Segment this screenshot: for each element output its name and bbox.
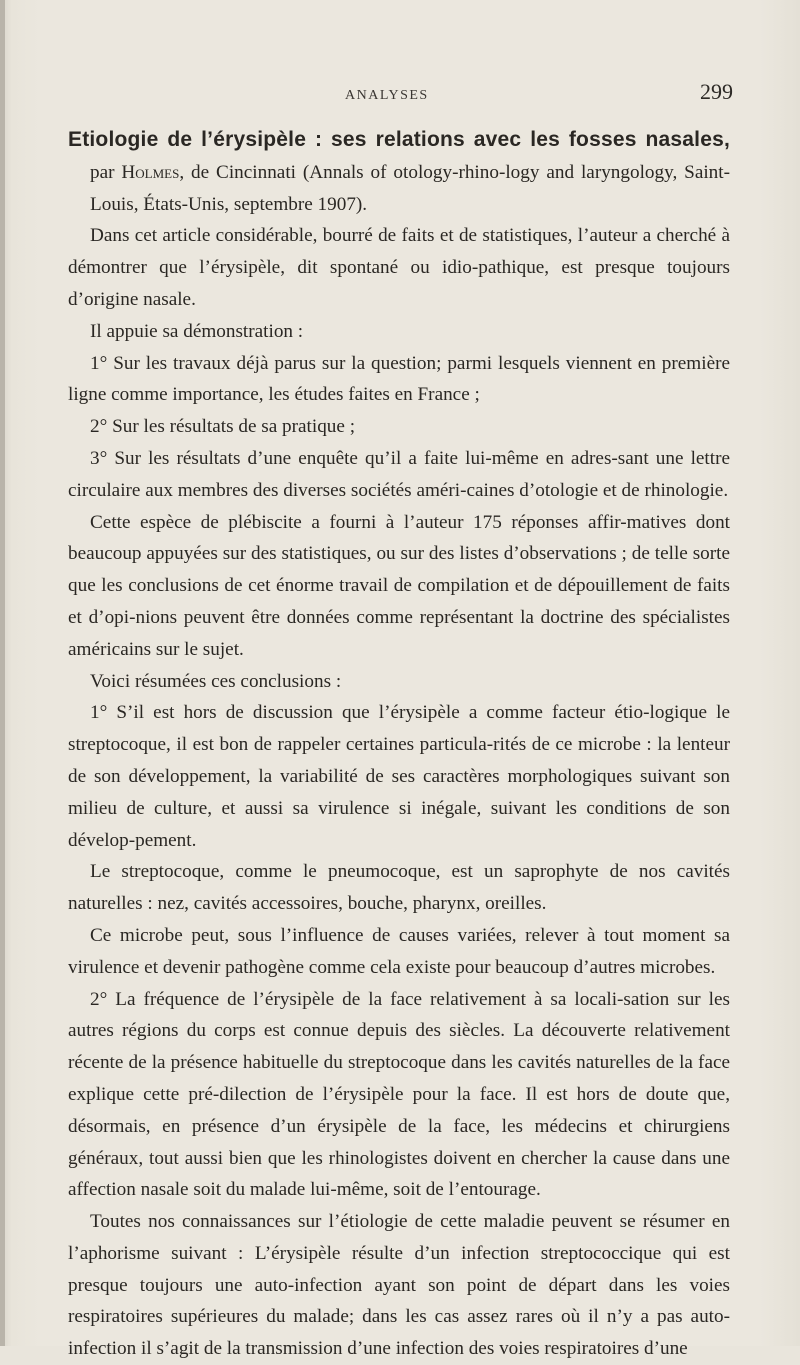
article-title-rest: , de Cincinnati (Annals of otology-rhino-logy and laryngology, Saint-Louis, États-Unis, septembre 1907). — [90, 161, 730, 215]
article-title-bold: Etiologie de l’érysipèle : ses relations avec les fosses nasales, — [68, 128, 730, 151]
paragraph: Cette espèce de plébiscite a fourni à l’auteur 175 réponses affir-matives dont beaucoup appuyées sur des statistiques, ou sur des listes d’observations ; de telle sorte que les conclusions de cet énorme travail de compilation et de dépouillement de faits et d’opi-nions peuvent être données comme représentant la doctrine des spécialistes américains sur le sujet. — [68, 511, 730, 660]
page-binding-edge — [0, 0, 5, 1346]
paragraph: Dans cet article considérable, bourré de faits et de statistiques, l’auteur a cherché à démontrer que l’érysipèle, dit spontané ou idio-pathique, est presque toujours d’origine nasale. — [68, 225, 730, 310]
article-author: Holmes — [121, 161, 180, 183]
paragraph: Ce microbe peut, sous l’influence de causes variées, relever à tout moment sa virulence et devenir pathogène comme cela existe pour beaucoup d’autres microbes. — [68, 924, 730, 978]
paragraph: Il appuie sa démonstration : — [90, 320, 304, 342]
paragraph: 2° Sur les résultats de sa pratique ; — [90, 416, 356, 438]
running-head: ANALYSES — [345, 88, 429, 103]
page-header — [0, 79, 800, 115]
paragraph: Le streptocoque, comme le pneumocoque, est un saprophyte de nos cavités naturelles : nez, cavités accessoires, bouche, pharynx, oreilles. — [68, 861, 730, 915]
page-number: 299 — [700, 79, 733, 104]
article-body — [68, 124, 730, 1365]
paragraph: 3° Sur les résultats d’une enquête qu’il a faite lui-même en adres-sant une lettre circulaire aux membres des diverses sociétés améri-caines d’otologie et de rhinologie. — [68, 447, 730, 501]
article-title — [68, 124, 730, 220]
paragraph: Toutes nos connaissances sur l’étiologie de cette maladie peuvent se résumer en l’aphorisme suivant : L’érysipèle résulte d’un infection streptococcique qui est presque toujours une auto-infection ayant son point de départ dans les voies respiratoires supérieures du malade; dans les cas assez rares où il n’y a pas auto-infection il s’agit de la transmission d’une infection des voies respiratoires d’une — [68, 1211, 730, 1360]
paragraph: Voici résumées ces conclusions : — [90, 670, 342, 692]
paragraph: 2° La fréquence de l’érysipèle de la face relativement à sa locali-sation sur les autres régions du corps est connue depuis des siècles. La découverte relativement récente de la présence habituelle du streptocoque dans les cavités naturelles de la face explique cette pré-dilection de l’érysipèle pour la face. Il est hors de doute que, désormais, en présence d’un érysipèle de la face, les médecins et chirurgiens généraux, tout aussi bien que les rhinologistes doivent en chercher la cause dans une affection nasale soit du malade lui-même, soit de l’entourage. — [68, 988, 730, 1201]
paragraph: 1° S’il est hors de discussion que l’érysipèle a comme facteur étio-logique le streptocoque, il est bon de rappeler certaines particula-rités de ce microbe : la lenteur de son développement, la variabilité de ses caractères morphologiques suivant son milieu de culture, et aussi sa virulence si inégale, suivant les conditions de son dévelop-pement. — [68, 702, 730, 851]
article-title-by: par — [90, 161, 115, 183]
paragraph: 1° Sur les travaux déjà parus sur la question; parmi lesquels viennent en première ligne comme importance, les études faites en France ; — [68, 352, 730, 406]
